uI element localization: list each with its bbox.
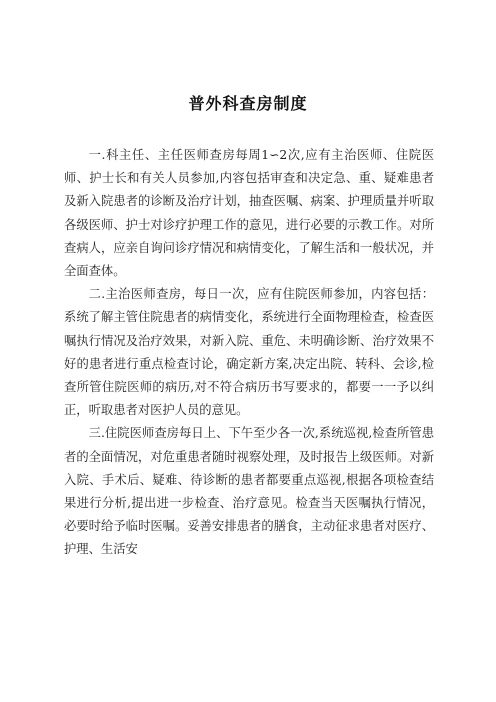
paragraph-1: 一.科主任、主任医师查房每周1∽2次,应有主治医师、住院医师、护士长和有关人员参加,内容包括审查和决定急、重、疑难患者及新入院患者的诊断及治疗计划，抽查医嘱、病案、护理质量并听取各级医师、护士对诊疗护理工作的意见，进行必要的示教工作。对所查病人，应亲自询问诊疗情况和病情变化，了解生活和一般状况，并全面查体。 — [64, 148, 434, 279]
paragraph-2: 二.主治医师查房，每日一次，应有住院医师参加，内容包括：系统了解主管住院患者的病情变化，系统进行全面物理检查，检查医嘱执行情况及治疗效果，对新入院、重危、未明确诊断、治疗效果不好的患者进行重点检查讨论，确定新方案,决定出院、转科、会诊,检查所管住院医师的病历,对不符合病历书写要求的，都要一一予以纠正，听取患者对医护人员的意见。 — [64, 287, 434, 418]
paragraph-3: 三.住院医师查房每日上、下午至少各一次,系统巡视,检查所管患者的全面情况，对危重患者随时视察处理，及时报告上级医师。对新入院、手术后、疑难、待诊断的患者都要重点巡视,根据各项检查结果进行分析,提出进一步检查、治疗意见。检查当天医嘱执行情况，必要时给予临时医嘱。妥善安排患者的膳食，主动征求患者对医疗、护理、生活安 — [64, 426, 434, 557]
document-title: 普外科查房制度 — [188, 94, 308, 113]
document-body — [64, 144, 434, 562]
